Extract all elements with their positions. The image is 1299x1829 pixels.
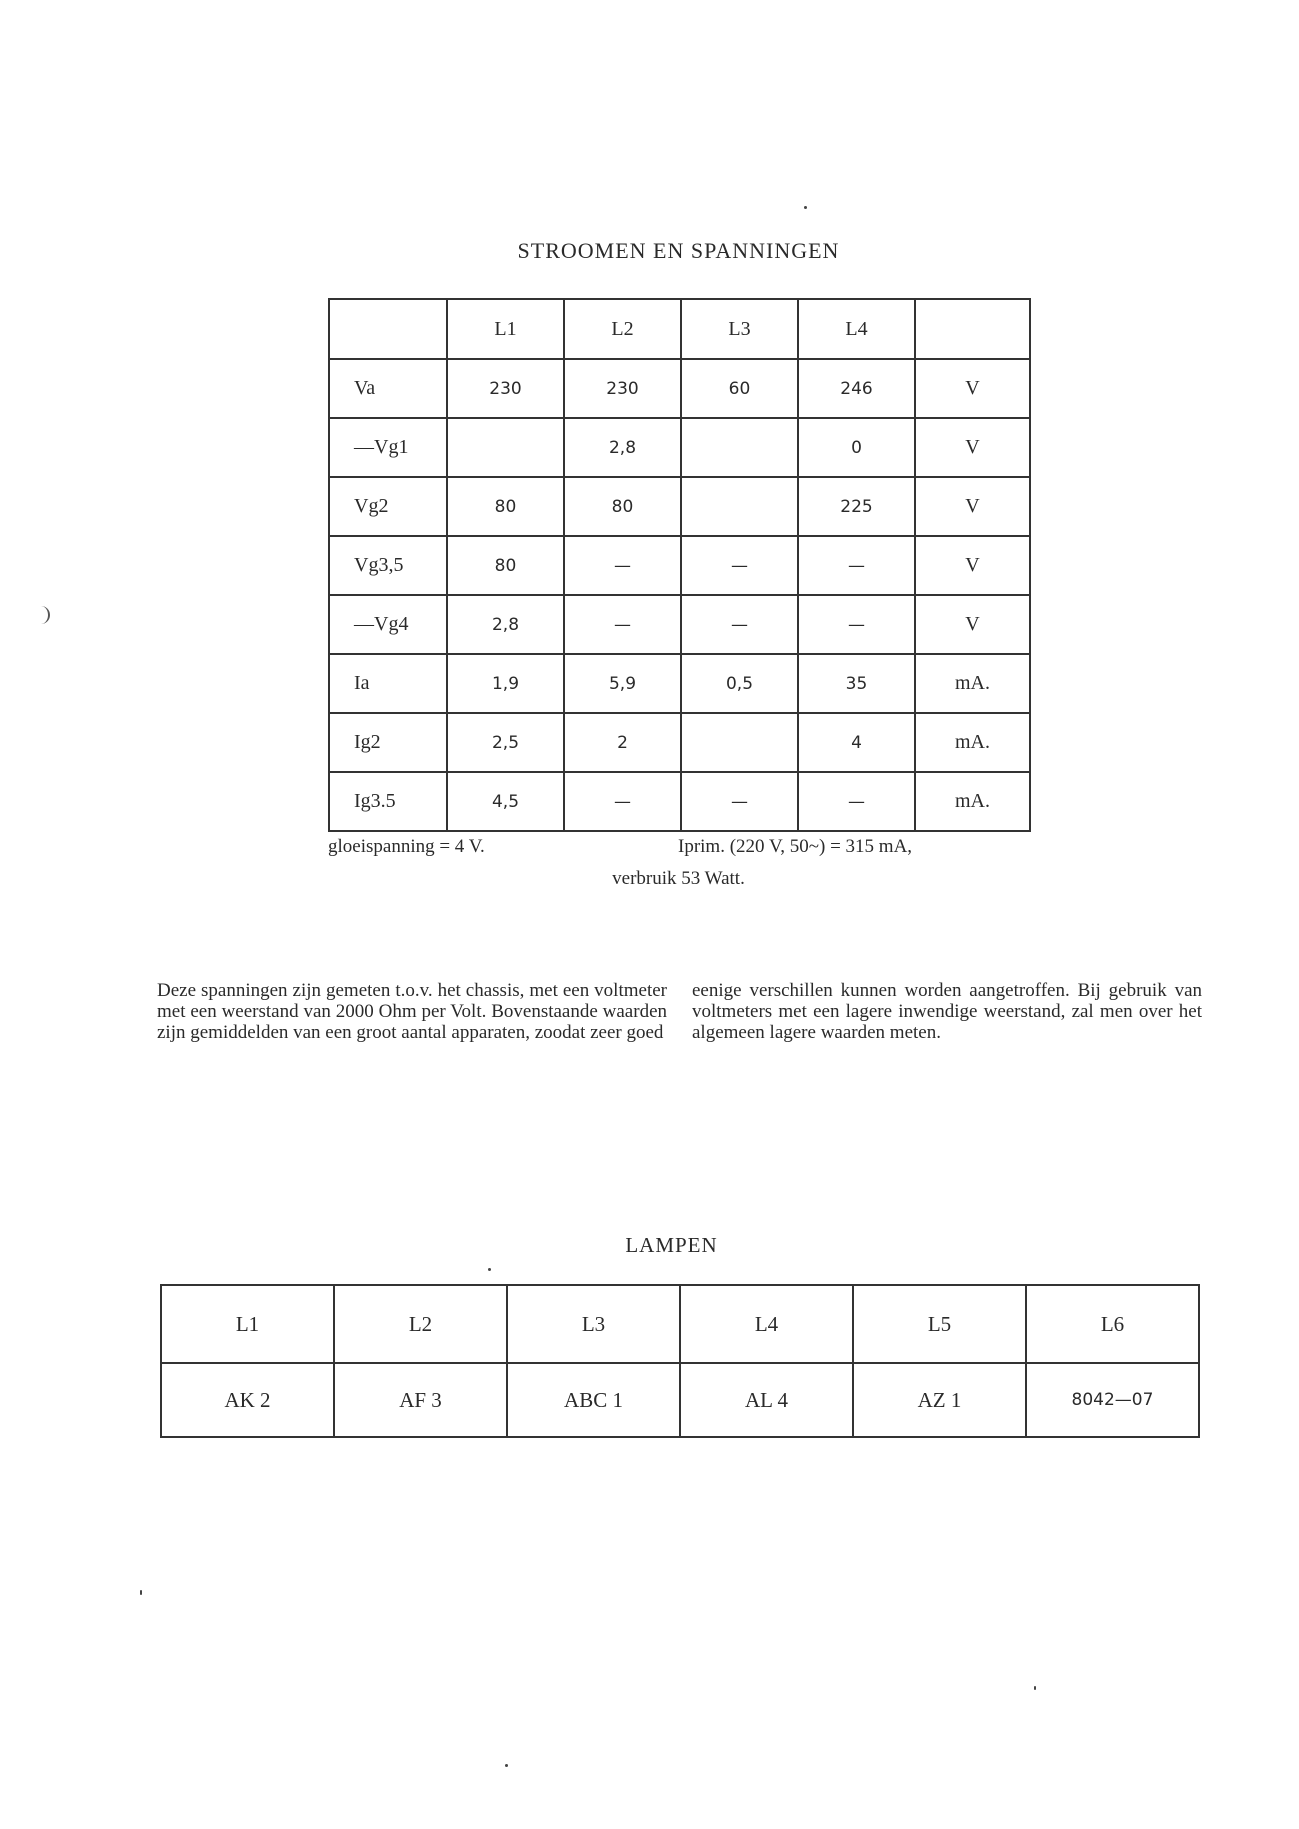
filament-voltage-note: gloeispanning = 4 V. <box>328 836 485 857</box>
cell-value: 2,8 <box>564 418 681 477</box>
lamp-header-cell: L2 <box>334 1285 507 1363</box>
row-label: Vg2 <box>329 477 447 536</box>
lampen-type-row <box>161 1363 1199 1437</box>
lamp-header-cell: L4 <box>680 1285 853 1363</box>
cell-value: 2,5 <box>447 713 564 772</box>
table-row <box>329 654 1030 713</box>
lampen-title: LAMPEN <box>625 1233 718 1257</box>
table-row <box>329 595 1030 654</box>
lamp-header-cell: L5 <box>853 1285 1026 1363</box>
lamp-header-cell: L1 <box>161 1285 334 1363</box>
table-row <box>329 359 1030 418</box>
cell-value <box>681 477 798 536</box>
cell-value: 2,8 <box>447 595 564 654</box>
scan-speck <box>505 1764 508 1767</box>
row-label: Ig2 <box>329 713 447 772</box>
cell-value: 2 <box>564 713 681 772</box>
paragraph-right-column: eenige verschillen kunnen worden aangetroffen. Bij gebruik van voltmeters met een lagere inwendige weerstand, zal men over het algemeen lagere waarden meten. <box>692 980 1202 1043</box>
cell-value: 4 <box>798 713 915 772</box>
lamp-type-cell: AZ 1 <box>853 1363 1026 1437</box>
cell-value: — <box>564 772 681 831</box>
cell-unit: V <box>915 536 1030 595</box>
cell-value: — <box>564 595 681 654</box>
cell-value: — <box>798 772 915 831</box>
cell-value <box>447 418 564 477</box>
cell-value: 0,5 <box>681 654 798 713</box>
row-label: —Vg1 <box>329 418 447 477</box>
scan-speck <box>488 1268 491 1271</box>
cell-value: — <box>798 536 915 595</box>
power-consumption-note: verbruik 53 Watt. <box>612 868 745 889</box>
cell-value: — <box>681 772 798 831</box>
table-row <box>329 713 1030 772</box>
cell-value: 230 <box>564 359 681 418</box>
voltages-table <box>328 298 1031 832</box>
cell-value: 80 <box>447 536 564 595</box>
lamp-type-cell: AK 2 <box>161 1363 334 1437</box>
cell-value: — <box>798 595 915 654</box>
header-cell-l3: L3 <box>681 299 798 359</box>
table-row <box>329 477 1030 536</box>
cell-value: 246 <box>798 359 915 418</box>
voltages-title: STROOMEN EN SPANNINGEN <box>517 238 840 263</box>
lamp-header-cell: L3 <box>507 1285 680 1363</box>
primary-current-note: Iprim. (220 V, 50~) = 315 mA, <box>678 836 913 857</box>
table-row <box>329 772 1030 831</box>
row-label: Ig3.5 <box>329 772 447 831</box>
lamp-header-cell: L6 <box>1026 1285 1199 1363</box>
cell-value: 35 <box>798 654 915 713</box>
cell-value: 225 <box>798 477 915 536</box>
header-cell-unit <box>915 299 1030 359</box>
lamp-type-cell: AL 4 <box>680 1363 853 1437</box>
cell-unit: V <box>915 359 1030 418</box>
cell-unit: V <box>915 418 1030 477</box>
lampen-table <box>160 1284 1200 1438</box>
cell-value: 230 <box>447 359 564 418</box>
cell-value <box>681 418 798 477</box>
cell-unit: mA. <box>915 713 1030 772</box>
table-row <box>329 536 1030 595</box>
cell-value: 5,9 <box>564 654 681 713</box>
row-label: Vg3,5 <box>329 536 447 595</box>
cell-value <box>681 713 798 772</box>
header-cell-l1: L1 <box>447 299 564 359</box>
cell-unit: V <box>915 595 1030 654</box>
cell-value: — <box>681 536 798 595</box>
header-cell-l4: L4 <box>798 299 915 359</box>
cell-unit: mA. <box>915 772 1030 831</box>
cell-value: 80 <box>564 477 681 536</box>
row-label: Va <box>329 359 447 418</box>
cell-value: 0 <box>798 418 915 477</box>
row-label: Ia <box>329 654 447 713</box>
lamp-type-cell: AF 3 <box>334 1363 507 1437</box>
lampen-header-row <box>161 1285 1199 1363</box>
row-label: —Vg4 <box>329 595 447 654</box>
cell-value: 60 <box>681 359 798 418</box>
lamp-type-cell: 8042—07 <box>1026 1363 1199 1437</box>
cell-value: 1,9 <box>447 654 564 713</box>
scan-speck <box>140 1590 142 1595</box>
table-row <box>329 418 1030 477</box>
table-header-row <box>329 299 1030 359</box>
scan-speck <box>804 206 807 209</box>
scan-mark <box>40 606 50 624</box>
cell-unit: V <box>915 477 1030 536</box>
cell-value: 80 <box>447 477 564 536</box>
cell-value: 4,5 <box>447 772 564 831</box>
scan-speck <box>1034 1686 1036 1690</box>
paragraph-left-column: Deze spanningen zijn gemeten t.o.v. het chassis, met een voltmeter met een weerstand van 2000 Ohm per Volt. Bovenstaande waarden zijn gemiddelden van een groot aantal apparaten, zoodat zeer goed <box>157 980 667 1043</box>
header-cell-l2: L2 <box>564 299 681 359</box>
cell-value: — <box>564 536 681 595</box>
cell-value: — <box>681 595 798 654</box>
lamp-type-cell: ABC 1 <box>507 1363 680 1437</box>
header-cell-empty <box>329 299 447 359</box>
cell-unit: mA. <box>915 654 1030 713</box>
